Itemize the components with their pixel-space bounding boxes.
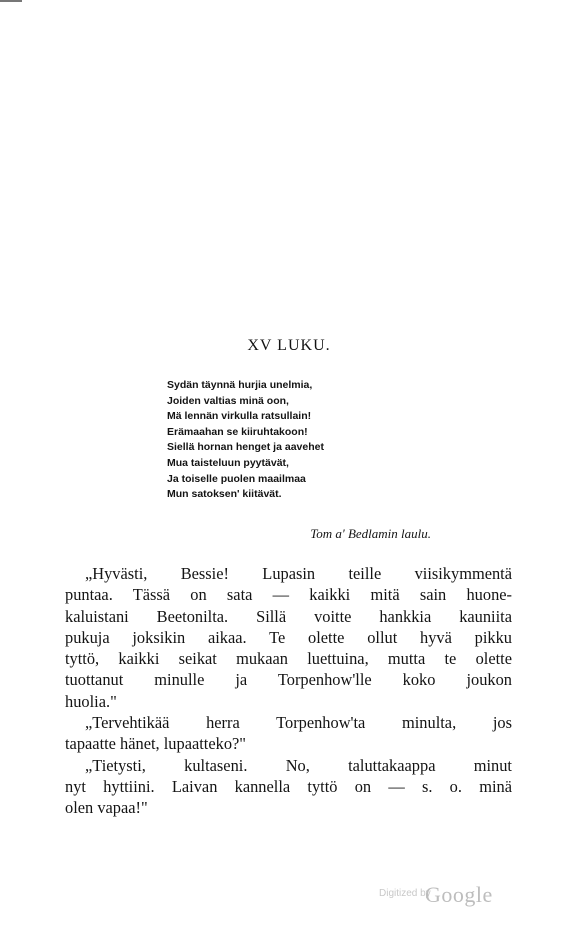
text-line: nyt hyttiini. Laivan kannella tyttö on — s. o. minä [65, 776, 512, 796]
text-line: „Tervehtikää herra Torpenhow'ta minulta, jos [85, 713, 512, 733]
poem-line: Mun satoksen' kiitävät. [167, 488, 282, 501]
text-line: „Tietysti, kultaseni. No, taluttakaappa minut [85, 755, 512, 775]
chapter-title: XV LUKU. [247, 337, 331, 354]
text-line: kaluistani Beetonilta. Sillä voitte hankkia kauniita [65, 606, 512, 626]
poem-line: Siellä hornan henget ja aavehet [167, 441, 324, 454]
poem-line: Erämaahan se kiiruhtakoon! [167, 425, 308, 438]
text-line: „Hyvästi, Bessie! Lupasin teille viisikymmentä [85, 564, 512, 583]
poem-line: Sydän täynnä hurjia unelmia, [167, 379, 313, 391]
text-line: huolia." [65, 691, 117, 711]
text-line: olen vapaa!" [65, 798, 148, 818]
digitized-by-label: Digitized by [379, 888, 431, 899]
poem-line: Ja toiselle puolen maailmaa [167, 472, 306, 485]
text-line: puntaa. Tässä on sata — kaikki mitä sain huone- [65, 585, 512, 605]
text-line: tyttö, kaikki seikat mukaan luettuina, mutta te olette [65, 649, 512, 669]
poem-line: Mua taisteluun pyytävät, [167, 456, 289, 469]
poem-line: Joiden valtias minä oon, [167, 394, 289, 407]
body-text [65, 563, 512, 819]
google-watermark: Google [425, 882, 493, 907]
scan-edge-mark [0, 0, 22, 2]
text-line: tuottanut minulle ja Torpenhow'lle koko joukon [65, 670, 512, 690]
poem-line: Mä lennän virkulla ratsullain! [167, 410, 312, 423]
text-line: pukuja joksikin aikaa. Te olette ollut hyvä pikku [65, 627, 512, 647]
text-line: tapaatte hänet, lupaatteko?" [65, 734, 246, 754]
epigraph-attribution: Tom a' Bedlamin laulu. [310, 526, 431, 541]
epigraph-poem [167, 378, 467, 503]
